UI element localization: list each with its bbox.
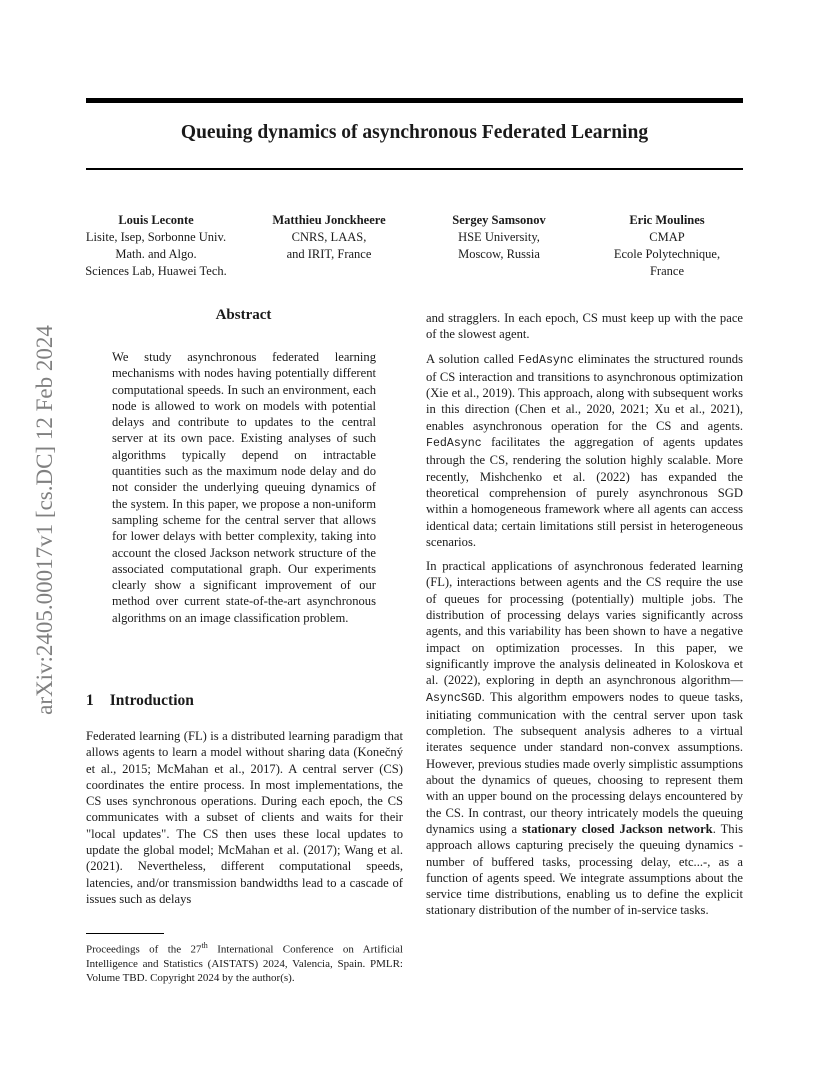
intro-left-column xyxy=(86,728,403,915)
author-affiliation: HSE University, xyxy=(458,230,540,244)
footnote-rule xyxy=(86,933,164,934)
code-asyncsgd: AsyncSGD xyxy=(426,691,482,705)
paper-title: Queuing dynamics of asynchronous Federated Learning xyxy=(180,122,649,143)
author-block xyxy=(424,212,574,263)
right-paragraph: and stragglers. In each epoch, CS must keep up with the pace of the slowest agent. xyxy=(426,311,743,342)
bold-term: stationary closed Jackson network xyxy=(522,821,713,836)
section-heading xyxy=(86,692,194,710)
author-affiliation: France xyxy=(649,264,684,278)
author-name: Louis Leconte xyxy=(118,213,194,227)
right-paragraph: In practical applications of asynchronous federated learning (FL), interactions between agents and the CS require the use of queues for processing (potentially) multiple jobs. The distribution of processing delays varies significantly across agents, and this variability has been shown to have a negative impact on optimization processes. In this paper, we significantly improve the analysis delineated in Koloskova et al. (2022), exploring in depth an asynchronous algorithm—AsyncSGD. This algorithm empowers nodes to queue tasks, initiating communication with the central server upon task completion. The subsequent analysis adheres to a virtual iterates sequence under standard non-convex assumptions. However, previous studies made overly simplistic assumptions about the dynamics of queues, choosing to represent them with an upper bound on the processing delays encountered by the CS. In contrast, our theory intricately models the queuing dynamics using a stationary closed Jackson network. This approach allows capturing precisely the queuing dynamics - number of buffered tasks, processing delay, etc...-, as a function of agents speed. We integrate assumptions about the service time distributions, enabling us to define the explicit stationary distribution of the number of in-service tasks. xyxy=(426,559,743,918)
footnote-sup: th xyxy=(201,941,208,950)
author-affiliation: CNRS, LAAS, xyxy=(291,230,367,244)
section-number: 1 xyxy=(86,692,94,709)
title-top-rule xyxy=(86,98,743,103)
author-affiliation: Moscow, Russia xyxy=(458,247,540,261)
abstract-heading: Abstract xyxy=(215,307,272,323)
author-affiliation: Sciences Lab, Huawei Tech. xyxy=(85,264,227,278)
author-affiliation: Ecole Polytechnique, xyxy=(613,247,721,261)
author-name: Matthieu Jonckheere xyxy=(272,213,386,227)
author-affiliation: CMAP xyxy=(649,230,685,244)
intro-right-column xyxy=(426,310,743,927)
author-affiliation: and IRIT, France xyxy=(286,247,372,261)
footnote xyxy=(86,939,403,985)
intro-paragraph: Federated learning (FL) is a distributed learning paradigm that allows agents to learn a model without sharing data (Konečný et al., 2015; McMahan et al., 2017). A central server (CS) coordinates the entire process. In most implementations, the CS uses synchronous operations. During each epoch, the CS communicates with a subset of clients and waits for their "local updates". The CS then uses these local updates to update the global model; McMahan et al. (2017); Wang et al. (2021). Nevertheless, different computational speeds, latencies, and/or transmission bandwidths lead to a cascade of issues such as delays xyxy=(86,729,403,906)
author-affiliation: Math. and Algo. xyxy=(115,247,197,261)
code-fedasync: FedAsync xyxy=(426,437,482,451)
code-fedasync: FedAsync xyxy=(518,353,574,367)
footnote-text: International Conference on Artificial Intelligence and Statistics (AISTATS) 2024, Valencia, Spain. PMLR: Volume TBD. Copyright 2024 by the author(s). xyxy=(86,943,403,984)
abstract-paragraph: We study asynchronous federated learning mechanisms with nodes having potentially different computational speeds. In such an environment, each node is allowed to work on models with potential delays and contribute to updates to the central server at its own pace. Existing analyses of such algorithms typically depend on intractable quantities such as the maximum node delay and do not consider the underlying queuing dynamics of the system. In this paper, we propose a non-uniform sampling scheme for the central server that allows for lower delays with better complexity, taking into account the closed Jackson network structure of the associated computational graph. Our experiments clearly show a significant improvement of our method over current state-of-the-art asynchronous algorithms on an image classification problem. xyxy=(112,350,376,625)
title-bottom-rule xyxy=(86,168,743,170)
author-affiliation: Lisite, Isep, Sorbonne Univ. xyxy=(85,230,227,244)
footnote-text: Proceedings of the 27 xyxy=(86,943,202,956)
author-name: Sergey Samsonov xyxy=(452,213,546,227)
right-paragraph: A solution called FedAsync eliminates the structured rounds of CS interaction and transitions to asynchronous optimization (Xie et al., 2019). This approach, along with subsequent works in this direction (Chen et al., 2020, 2021; Xu et al., 2021), enables asynchronous operation for the CS and agents. FedAsync facilitates the aggregation of agents updates through the CS, rendering the solution highly scalable. More recently, Mishchenko et al. (2022) has expanded the theoretical comprehension of purely asynchronous SGD within a homogeneous framework where all agents can access identical data; certain limitations still persist in heterogeneous scenarios. xyxy=(426,351,743,549)
abstract-text xyxy=(112,349,376,634)
section-title: Introduction xyxy=(109,692,194,709)
author-block xyxy=(66,212,246,280)
author-block xyxy=(244,212,414,263)
arxiv-stamp: arXiv:2405.00017v1 [cs.DC] 12 Feb 2024 xyxy=(32,325,57,715)
author-name: Eric Moulines xyxy=(629,213,705,227)
author-block xyxy=(592,212,742,280)
